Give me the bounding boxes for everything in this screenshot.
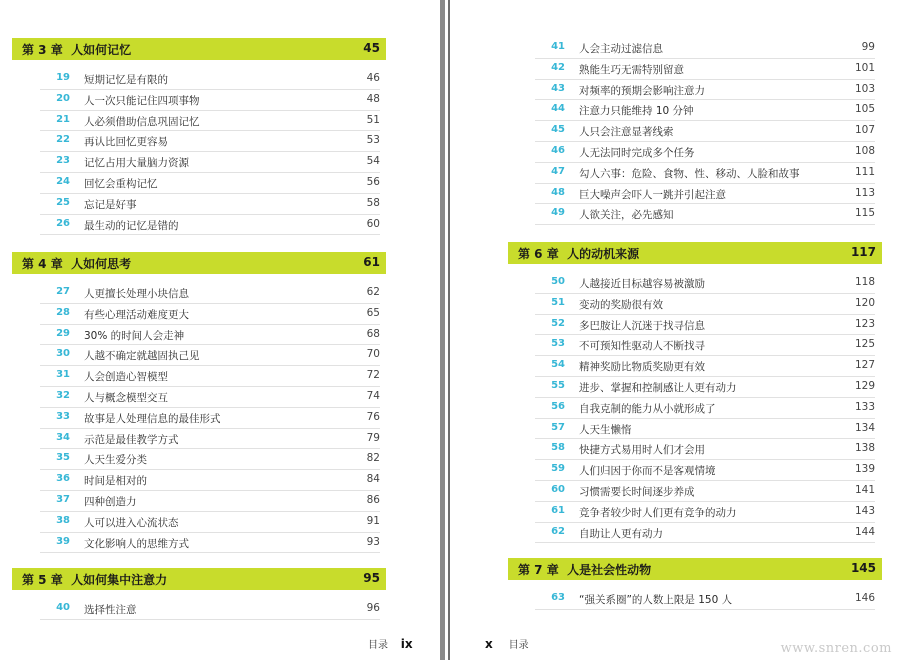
chapter-page: 61 (363, 255, 380, 269)
toc-entry[interactable] (40, 408, 380, 429)
entry-page: 93 (366, 535, 380, 548)
entry-title: 注意力只能维持 10 分钟 (579, 105, 694, 118)
entry-title: 示范是最佳教学方式 (84, 433, 179, 446)
entry-title: 人必须借助信息巩固记忆 (84, 115, 200, 128)
entry-number: 37 (56, 493, 70, 505)
entry-number: 24 (56, 175, 70, 187)
entry-title: 竞争者较少时人们更有竞争的动力 (579, 506, 737, 519)
toc-entry[interactable] (40, 429, 380, 450)
chapter-title: 第 6 章 人的动机来源 (518, 247, 640, 261)
entry-page: 101 (854, 61, 875, 74)
toc-entry[interactable] (40, 387, 380, 408)
entry-list (40, 283, 380, 553)
entry-number: 46 (551, 144, 565, 156)
toc-entry[interactable] (535, 100, 875, 121)
entry-number: 27 (56, 286, 70, 297)
chapter-page: 45 (363, 41, 380, 55)
entry-number: 62 (551, 525, 565, 537)
chapter-title: 第 7 章 人是社会性动物 (518, 563, 652, 577)
entry-title: 选择性注意 (84, 604, 137, 616)
entry-page: 144 (854, 525, 875, 538)
entry-title: 自我克制的能力从小就形成了 (579, 402, 716, 415)
left-page (0, 0, 440, 660)
toc-entry[interactable] (535, 523, 875, 544)
entry-page: 58 (366, 196, 380, 209)
toc-entry[interactable] (40, 111, 380, 132)
entry-page: 139 (854, 463, 875, 476)
entry-list (40, 599, 380, 620)
page-footer (368, 636, 413, 651)
entry-number: 19 (56, 72, 70, 83)
toc-entry[interactable] (535, 121, 875, 142)
toc-entry[interactable] (40, 345, 380, 366)
entry-number: 47 (551, 165, 565, 177)
chapter-heading (508, 242, 882, 264)
toc-entry[interactable] (40, 325, 380, 346)
entry-number: 43 (551, 82, 565, 94)
toc-entry[interactable] (535, 38, 875, 59)
entry-page: 125 (854, 338, 875, 351)
entry-title: 自助让人更有动力 (579, 527, 663, 540)
entry-title: 人们归因于你而不是客观情境 (579, 465, 716, 478)
entry-page: 120 (854, 296, 875, 309)
entry-page: 53 (366, 134, 380, 147)
entry-title: 人与概念模型交互 (84, 391, 168, 404)
entry-number: 33 (56, 410, 70, 422)
entry-page: 46 (366, 72, 380, 84)
entry-title: 巨大噪声会吓人一跳并引起注意 (579, 188, 726, 201)
entry-page: 129 (854, 379, 875, 392)
toc-entry[interactable] (40, 366, 380, 387)
toc-entry[interactable] (535, 589, 875, 610)
entry-number: 59 (551, 463, 565, 475)
entry-number: 38 (56, 514, 70, 526)
entry-title: 不可预知性驱动人不断找寻 (579, 340, 705, 353)
entry-number: 22 (56, 134, 70, 146)
entry-number: 45 (551, 124, 565, 136)
entry-page: 103 (854, 82, 875, 95)
entry-number: 32 (56, 389, 70, 401)
entry-title: 人欲关注，必先感知 (579, 209, 674, 222)
entry-list (535, 273, 875, 543)
entry-number: 25 (56, 196, 70, 208)
toc-entry[interactable] (40, 152, 380, 173)
entry-title: 四种创造力 (84, 495, 137, 508)
entry-title: 人越接近目标越容易被激励 (579, 278, 705, 290)
toc-entry[interactable] (535, 80, 875, 101)
entry-page: 113 (854, 186, 875, 199)
entry-title: 习惯需要长时间逐步养成 (579, 485, 695, 498)
toc-entry[interactable] (535, 356, 875, 377)
entry-page: 48 (366, 92, 380, 105)
chapter-page: 117 (850, 245, 876, 259)
footer-label: 目录 (508, 640, 529, 651)
entry-page: 111 (854, 165, 875, 178)
book-spine (440, 0, 445, 660)
entry-page: 62 (366, 286, 380, 298)
entry-page: 51 (366, 113, 380, 126)
entry-title: “强关系圈”的人数上限是 150 人 (579, 594, 733, 606)
book-spine-edge (448, 0, 450, 660)
toc-entry[interactable] (535, 481, 875, 502)
entry-number: 39 (56, 535, 70, 547)
chapter-page: 95 (363, 571, 380, 585)
entry-title: 人一次只能记住四项事物 (84, 94, 200, 107)
page-number: x (485, 637, 493, 651)
entry-page: 96 (366, 602, 380, 614)
chapter-heading (508, 558, 882, 580)
entry-number: 41 (551, 41, 565, 52)
entry-number: 58 (551, 442, 565, 454)
entry-list (40, 69, 380, 235)
entry-number: 53 (551, 338, 565, 350)
entry-number: 21 (56, 113, 70, 125)
entry-number: 30 (56, 348, 70, 360)
entry-title: 对频率的预期会影响注意力 (579, 84, 705, 97)
toc-entry[interactable] (40, 491, 380, 512)
entry-number: 40 (56, 602, 70, 613)
entry-title: 人更擅长处理小块信息 (84, 288, 189, 300)
entry-page: 108 (854, 144, 875, 157)
entry-page: 79 (366, 431, 380, 444)
entry-title: 人越不确定就越固执己见 (84, 350, 200, 363)
entry-page: 70 (366, 348, 380, 361)
toc-entry[interactable] (535, 439, 875, 460)
entry-number: 49 (551, 207, 565, 219)
entry-number: 29 (56, 327, 70, 339)
entry-title: 30% 的时间人会走神 (84, 329, 185, 342)
entry-page: 74 (366, 389, 380, 402)
entry-number: 48 (551, 186, 565, 198)
entry-title: 精神奖励比物质奖励更有效 (579, 361, 705, 374)
entry-number: 52 (551, 317, 565, 329)
entry-number: 42 (551, 61, 565, 73)
toc-entry[interactable] (535, 294, 875, 315)
entry-number: 51 (551, 296, 565, 308)
entry-number: 36 (56, 473, 70, 485)
entry-title: 熟能生巧无需特别留意 (579, 63, 684, 76)
entry-page: 123 (854, 317, 875, 330)
entry-number: 56 (551, 400, 565, 412)
toc-entry[interactable] (40, 194, 380, 215)
chapter-title: 第 3 章 人如何记忆 (22, 43, 132, 57)
entry-page: 56 (366, 175, 380, 188)
toc-entry[interactable] (40, 449, 380, 470)
entry-number: 50 (551, 276, 565, 287)
toc-entry[interactable] (535, 142, 875, 163)
entry-page: 84 (366, 473, 380, 486)
entry-page: 60 (366, 217, 380, 230)
page-number: ix (400, 637, 413, 651)
entry-title: 进步、掌握和控制感让人更有动力 (579, 381, 737, 394)
toc-entry[interactable] (535, 184, 875, 205)
entry-title: 故事是人处理信息的最佳形式 (84, 412, 221, 425)
chapter-page: 145 (850, 561, 876, 575)
entry-title: 短期记忆是有限的 (84, 74, 168, 86)
entry-page: 76 (366, 410, 380, 423)
entry-number: 20 (56, 92, 70, 104)
entry-number: 55 (551, 379, 565, 391)
entry-title: 回忆会重构记忆 (84, 177, 158, 190)
toc-entry[interactable] (535, 502, 875, 523)
chapter-title: 第 4 章 人如何思考 (22, 257, 132, 271)
entry-title: 人可以进入心流状态 (84, 516, 179, 529)
toc-entry[interactable] (535, 335, 875, 356)
footer-label: 目录 (368, 640, 388, 651)
watermark: www.snren.com (780, 641, 892, 656)
entry-title: 最生动的记忆是错的 (84, 219, 179, 232)
entry-title: 勾人六事：危险、食物、性、移动、人脸和故事 (579, 167, 800, 180)
entry-page: 68 (366, 327, 380, 340)
toc-entry[interactable] (40, 533, 380, 554)
toc-entry[interactable] (535, 204, 875, 225)
toc-entry[interactable] (40, 304, 380, 325)
entry-title: 人天生爱分类 (84, 454, 147, 467)
page-footer (485, 636, 529, 651)
entry-title: 人天生懒惰 (579, 423, 632, 436)
entry-page: 134 (854, 421, 875, 434)
entry-number: 44 (551, 103, 565, 115)
entry-title: 记忆占用大量脑力资源 (84, 157, 189, 170)
toc-entry[interactable] (535, 377, 875, 398)
entry-number: 54 (551, 359, 565, 371)
entry-page: 91 (366, 514, 380, 527)
entry-page: 138 (854, 442, 875, 455)
chapter-heading (12, 568, 386, 590)
entry-title: 变动的奖励很有效 (579, 298, 663, 311)
entry-number: 31 (56, 369, 70, 381)
entry-title: 再认比回忆更容易 (84, 136, 168, 149)
entry-number: 57 (551, 421, 565, 433)
toc-entry[interactable] (535, 398, 875, 419)
entry-number: 61 (551, 504, 565, 516)
toc-entry[interactable] (40, 470, 380, 491)
toc-entry[interactable] (535, 460, 875, 481)
entry-list (535, 38, 875, 225)
entry-page: 146 (854, 592, 875, 604)
toc-entry[interactable] (40, 69, 380, 90)
chapter-heading (12, 252, 386, 274)
entry-title: 有些心理活动难度更大 (84, 308, 189, 321)
entry-title: 忘记是好事 (84, 198, 137, 211)
chapter-title: 第 5 章 人如何集中注意力 (22, 573, 168, 587)
entry-title: 文化影响人的思维方式 (84, 537, 189, 550)
toc-entry[interactable] (40, 173, 380, 194)
entry-page: 115 (854, 207, 875, 220)
entry-page: 99 (861, 41, 875, 53)
toc-entry[interactable] (40, 215, 380, 236)
entry-title: 快捷方式易用时人们才会用 (579, 444, 705, 457)
entry-page: 82 (366, 452, 380, 465)
entry-page: 141 (854, 483, 875, 496)
entry-page: 118 (854, 276, 875, 288)
toc-entry[interactable] (535, 59, 875, 80)
toc-entry[interactable] (535, 163, 875, 184)
entry-page: 127 (854, 359, 875, 372)
toc-entry[interactable] (40, 283, 380, 304)
entry-number: 35 (56, 452, 70, 464)
toc-entry[interactable] (40, 131, 380, 152)
entry-page: 143 (854, 504, 875, 517)
toc-entry[interactable] (535, 315, 875, 336)
chapter-heading (12, 38, 386, 60)
entry-title: 多巴胺让人沉迷于找寻信息 (579, 319, 705, 332)
entry-list (535, 589, 875, 610)
entry-title: 人会主动过滤信息 (579, 43, 663, 55)
entry-title: 人会创造心智模型 (84, 371, 168, 384)
right-page (453, 0, 900, 660)
entry-number: 60 (551, 483, 565, 495)
entry-title: 人无法同时完成多个任务 (579, 146, 695, 159)
toc-entry[interactable] (40, 599, 380, 620)
entry-number: 26 (56, 217, 70, 229)
entry-page: 133 (854, 400, 875, 413)
toc-entry[interactable] (535, 273, 875, 294)
entry-page: 72 (366, 369, 380, 382)
entry-number: 28 (56, 306, 70, 318)
entry-page: 86 (366, 493, 380, 506)
entry-number: 23 (56, 155, 70, 167)
toc-entry[interactable] (40, 512, 380, 533)
entry-title: 时间是相对的 (84, 475, 147, 488)
entry-page: 107 (854, 124, 875, 137)
toc-entry[interactable] (535, 419, 875, 440)
entry-page: 65 (366, 306, 380, 319)
entry-number: 63 (551, 592, 565, 603)
entry-number: 34 (56, 431, 70, 443)
entry-page: 105 (854, 103, 875, 116)
entry-title: 人只会注意显著线索 (579, 126, 674, 139)
entry-page: 54 (366, 155, 380, 168)
toc-entry[interactable] (40, 90, 380, 111)
